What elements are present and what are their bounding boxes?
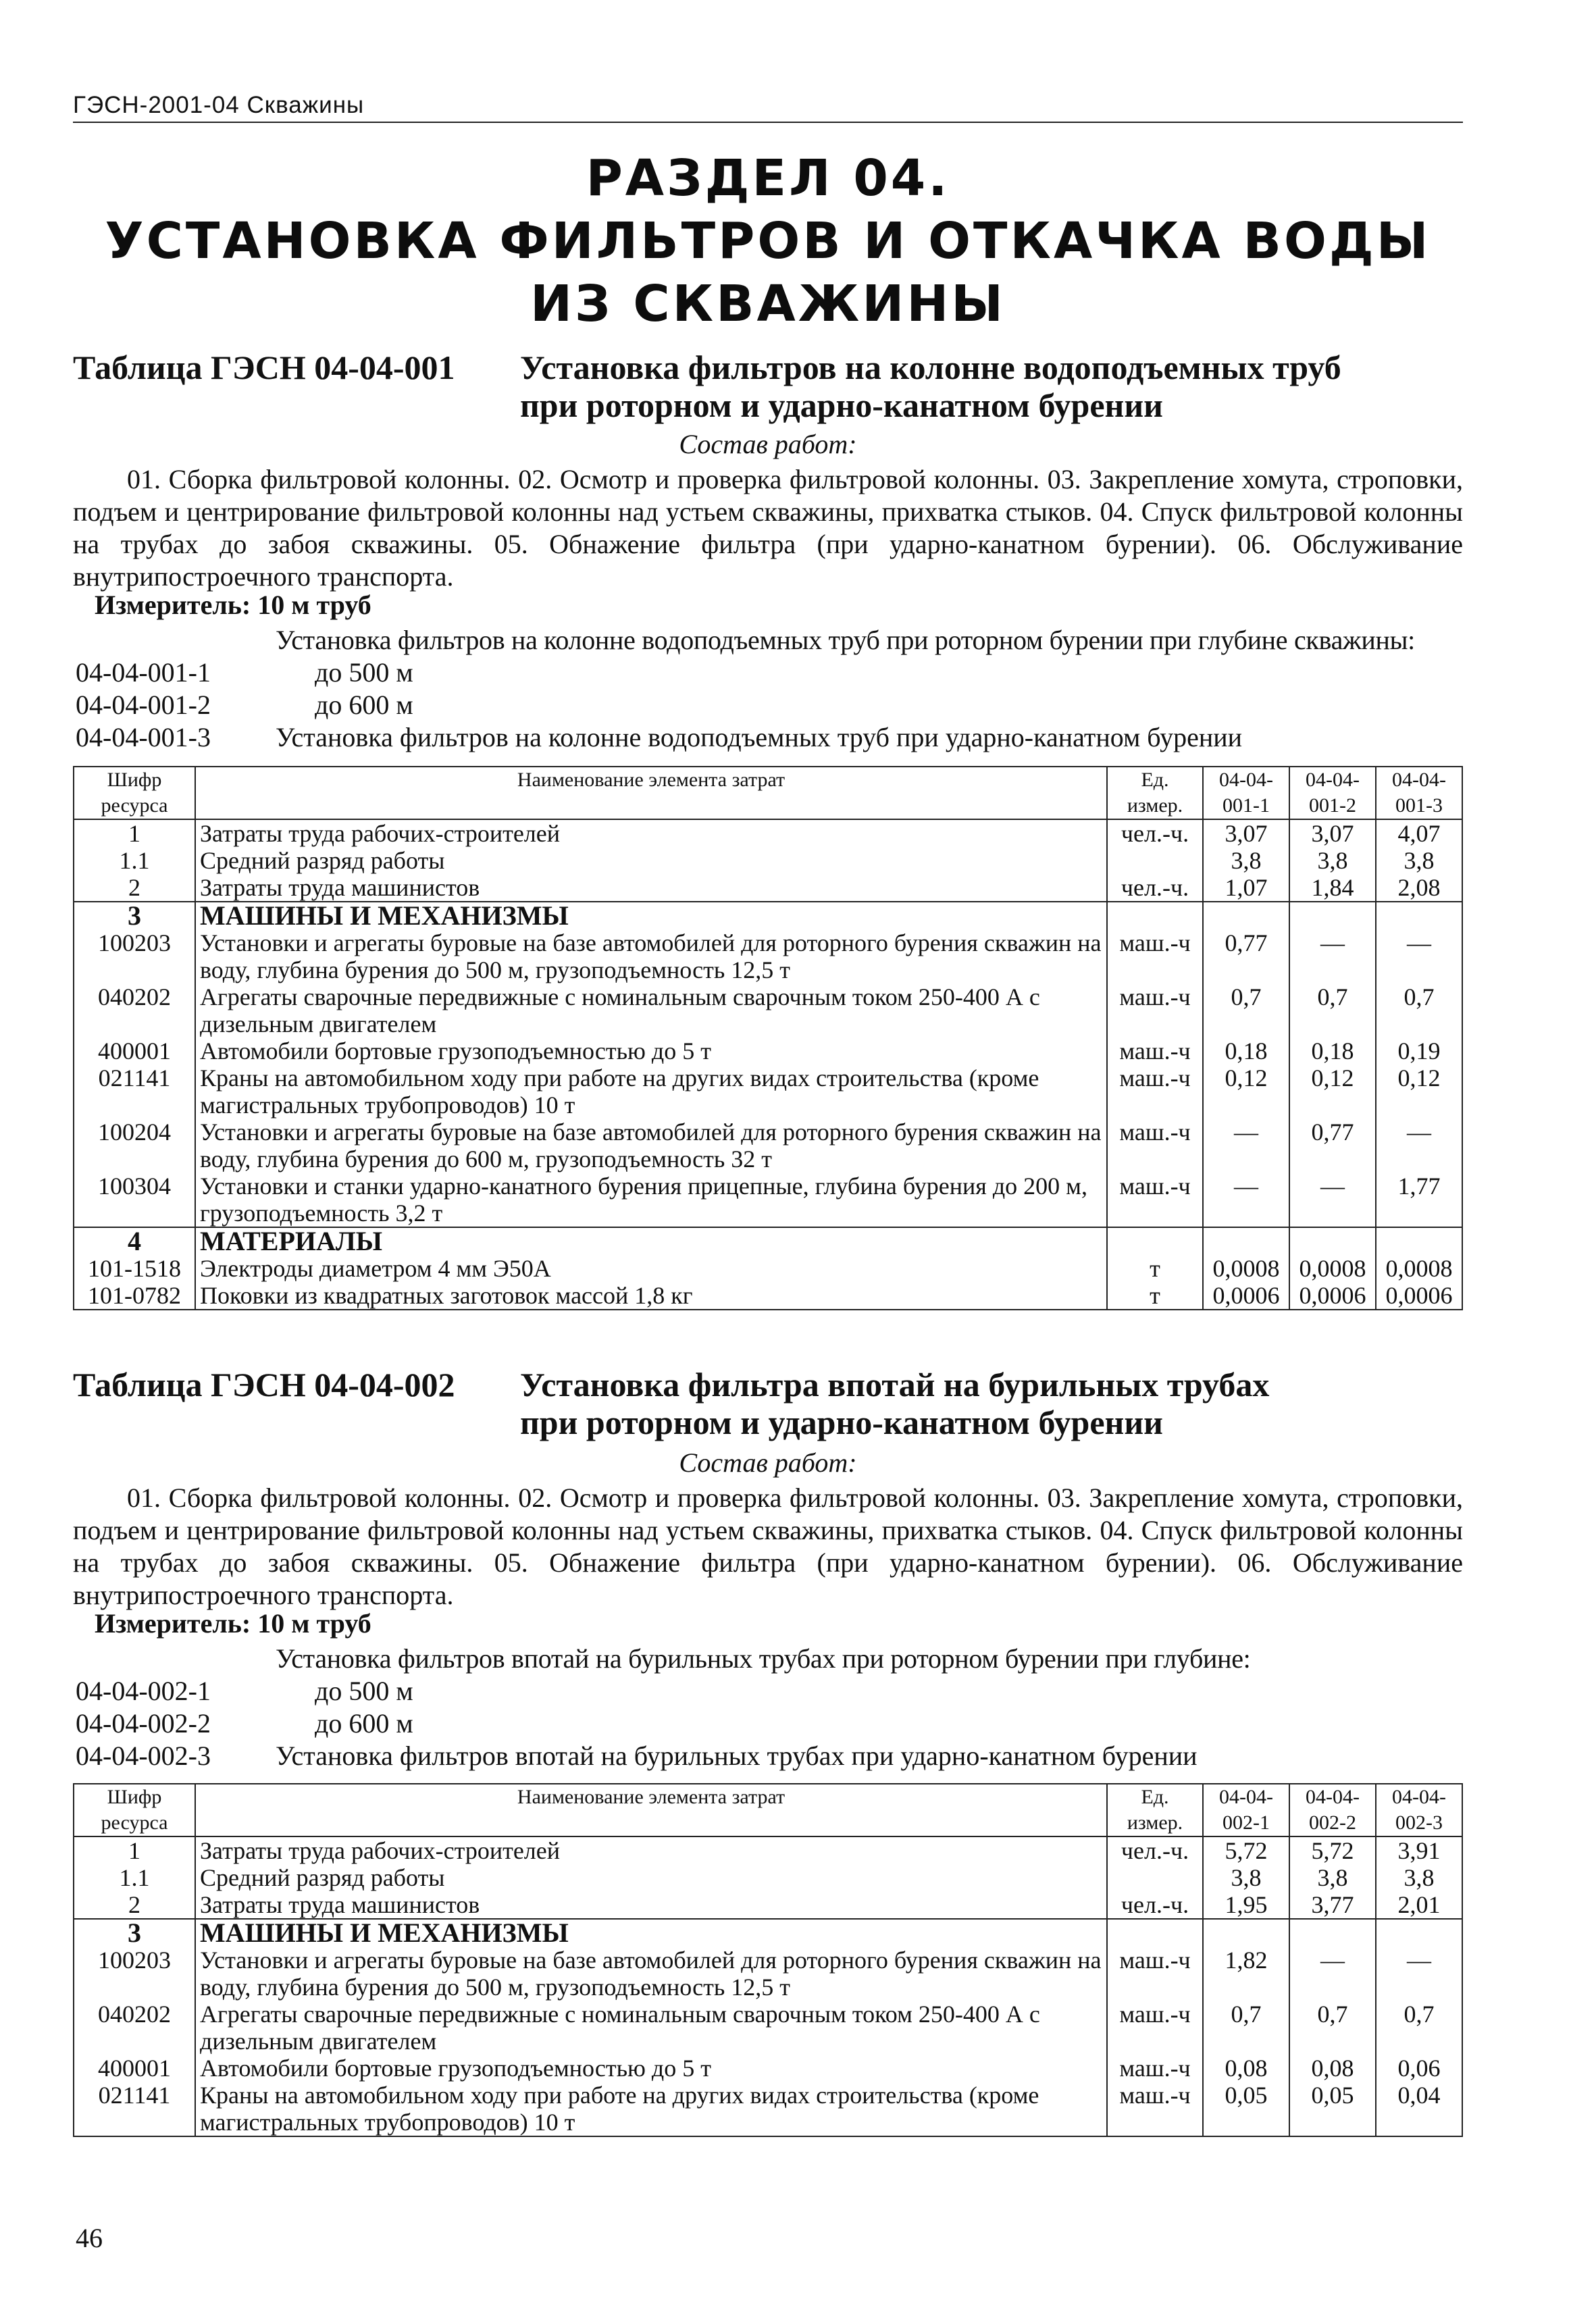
row-value-3: 3,8 bbox=[1376, 847, 1462, 874]
row-unit: маш.-ч bbox=[1107, 1064, 1203, 1119]
row-code: 100203 bbox=[74, 1947, 195, 2001]
row-unit bbox=[1107, 847, 1203, 874]
table-row bbox=[74, 1119, 1462, 1173]
row-code: 2 bbox=[74, 874, 195, 902]
table-1-variant bbox=[76, 657, 1464, 689]
row-value-2: 0,77 bbox=[1289, 1119, 1376, 1173]
row-name: Средний разряд работы bbox=[195, 1864, 1107, 1891]
table-1-norms bbox=[73, 766, 1463, 1310]
variant-text: Установка фильтров на колонне водоподъемных труб при ударно-канатном бурении bbox=[276, 722, 1243, 752]
row-value-3: 0,7 bbox=[1376, 983, 1462, 1037]
table-row bbox=[74, 929, 1462, 983]
table-2-works-text: 01. Сборка фильтровой колонны. 02. Осмотр и проверка фильтровой колонны. 03. Закрепление хомута, строповки, подъем и центрирование фильтровой колонны над устьем скважины, прихватка стыков. 04. Спуск фильтровой колонны на трубах до забоя скважины. 05. Обнажение фильтра (при ударно-канатном бурении). 06. Обслуживание внутрипостроечного транспорта. bbox=[73, 1483, 1463, 1610]
row-value-3: — bbox=[1376, 1119, 1462, 1173]
row-value-2: 0,0006 bbox=[1289, 1282, 1376, 1310]
table-2-works-label: Состав работ: bbox=[679, 1447, 857, 1478]
row-value-3: 0,06 bbox=[1376, 2055, 1462, 2082]
variant-code: 04-04-001-1 bbox=[76, 657, 211, 688]
row-unit bbox=[1107, 902, 1203, 929]
row-unit bbox=[1107, 1864, 1203, 1891]
variant-code: 04-04-001-3 bbox=[76, 722, 211, 752]
row-value-1: 0,12 bbox=[1203, 1064, 1289, 1119]
table-row bbox=[74, 1282, 1462, 1310]
row-value-1: 1,82 bbox=[1203, 1947, 1289, 2001]
row-value-2: 3,8 bbox=[1289, 847, 1376, 874]
row-name: Электроды диаметром 4 мм Э50А bbox=[195, 1255, 1107, 1282]
variant-code: 04-04-002-1 bbox=[76, 1676, 211, 1706]
header-variant-2: 04-04-001-2 bbox=[1289, 767, 1376, 819]
row-name: Краны на автомобильном ходу при работе на других видах строительства (кроме магистральных трубопроводов) 10 т bbox=[195, 1064, 1107, 1119]
row-value-1: 3,8 bbox=[1203, 1864, 1289, 1891]
section-title-line-1: РАЗДЕЛ 04. bbox=[586, 149, 950, 207]
row-name: Агрегаты сварочные передвижные с номинальным сварочным током 250-400 А с дизельным двигателем bbox=[195, 983, 1107, 1037]
table-group-row bbox=[74, 1919, 1462, 1947]
row-value-2: 3,77 bbox=[1289, 1891, 1376, 1919]
variant-text: до 600 м bbox=[315, 1708, 413, 1739]
row-name: МАШИНЫ И МЕХАНИЗМЫ bbox=[195, 902, 1107, 929]
row-value-1 bbox=[1203, 1227, 1289, 1255]
table-row bbox=[74, 983, 1462, 1037]
table-row bbox=[74, 1947, 1462, 2001]
row-value-1: 0,08 bbox=[1203, 2055, 1289, 2082]
row-name: Затраты труда рабочих-строителей bbox=[195, 819, 1107, 847]
section-title-line-2: УСТАНОВКА ФИЛЬТРОВ И ОТКАЧКА ВОДЫ bbox=[105, 212, 1431, 270]
row-code: 3 bbox=[74, 1919, 195, 1947]
row-value-2: 0,05 bbox=[1289, 2082, 1376, 2136]
table-row bbox=[74, 1173, 1462, 1227]
header-variant-3: 04-04-002-3 bbox=[1376, 1784, 1462, 1836]
table-2-name-line-1: Установка фильтра впотай на бурильных трубах bbox=[520, 1366, 1270, 1404]
table-group-row bbox=[74, 1227, 1462, 1255]
row-code: 100203 bbox=[74, 929, 195, 983]
row-value-1: 0,18 bbox=[1203, 1037, 1289, 1064]
row-code: 1 bbox=[74, 819, 195, 847]
table-1-code: Таблица ГЭСН 04-04-001 bbox=[73, 349, 455, 386]
row-value-2 bbox=[1289, 1919, 1376, 1947]
row-unit: маш.-ч bbox=[1107, 2082, 1203, 2136]
row-code: 100304 bbox=[74, 1173, 195, 1227]
row-value-1: — bbox=[1203, 1119, 1289, 1173]
table-row bbox=[74, 874, 1462, 902]
table-row bbox=[74, 2055, 1462, 2082]
table-2-variant bbox=[76, 1707, 1464, 1740]
row-value-2: 5,72 bbox=[1289, 1836, 1376, 1864]
row-unit: т bbox=[1107, 1282, 1203, 1310]
row-unit: маш.-ч bbox=[1107, 1947, 1203, 2001]
table-2-norms bbox=[73, 1783, 1463, 2137]
row-value-3: 1,77 bbox=[1376, 1173, 1462, 1227]
row-name: Краны на автомобильном ходу при работе на других видах строительства (кроме магистральных трубопроводов) 10 т bbox=[195, 2082, 1107, 2136]
row-value-3: 0,12 bbox=[1376, 1064, 1462, 1119]
header-name: Наименование элемента затрат bbox=[195, 1784, 1107, 1836]
row-value-1: 0,77 bbox=[1203, 929, 1289, 983]
header-variant-2: 04-04-002-2 bbox=[1289, 1784, 1376, 1836]
row-value-2: 0,12 bbox=[1289, 1064, 1376, 1119]
table-2-meter: Измеритель: 10 м труб bbox=[95, 1608, 371, 1639]
row-value-1: 3,8 bbox=[1203, 847, 1289, 874]
row-value-2: — bbox=[1289, 1947, 1376, 2001]
table-2-code: Таблица ГЭСН 04-04-002 bbox=[73, 1366, 455, 1404]
row-value-1 bbox=[1203, 902, 1289, 929]
table-row bbox=[74, 1864, 1462, 1891]
table-1-meter: Измеритель: 10 м труб bbox=[95, 590, 371, 620]
table-1-variant bbox=[76, 721, 1464, 754]
row-name: Установки и станки ударно-канатного бурения прицепные, глубина бурения до 200 м, грузоподъемность 3,2 т bbox=[195, 1173, 1107, 1227]
row-value-2: 3,07 bbox=[1289, 819, 1376, 847]
row-code: 100204 bbox=[74, 1119, 195, 1173]
table-row bbox=[74, 2082, 1462, 2136]
table-1-name-line-1: Установка фильтров на колонне водоподъемных труб bbox=[520, 349, 1341, 386]
header-code: Шифр ресурса bbox=[74, 1784, 195, 1836]
row-name: МАТЕРИАЛЫ bbox=[195, 1227, 1107, 1255]
row-unit: маш.-ч bbox=[1107, 2001, 1203, 2055]
row-value-1: 1,07 bbox=[1203, 874, 1289, 902]
row-value-3: 0,04 bbox=[1376, 2082, 1462, 2136]
row-name: Установки и агрегаты буровые на базе автомобилей для роторного бурения скважин на воду, глубина бурения до 500 м, грузоподъемность 12,5 т bbox=[195, 929, 1107, 983]
row-name: Автомобили бортовые грузоподъемностью до 5 т bbox=[195, 1037, 1107, 1064]
row-code: 021141 bbox=[74, 1064, 195, 1119]
row-value-2 bbox=[1289, 902, 1376, 929]
table-2-variant bbox=[76, 1675, 1464, 1707]
row-unit bbox=[1107, 1227, 1203, 1255]
row-value-3: 2,08 bbox=[1376, 874, 1462, 902]
row-value-3: 2,01 bbox=[1376, 1891, 1462, 1919]
row-value-3: — bbox=[1376, 929, 1462, 983]
row-unit: маш.-ч bbox=[1107, 929, 1203, 983]
table-row bbox=[74, 1891, 1462, 1919]
table-2-variant bbox=[76, 1740, 1464, 1772]
table-2-variants-intro bbox=[76, 1643, 1464, 1675]
row-value-2: 3,8 bbox=[1289, 1864, 1376, 1891]
row-name: Установки и агрегаты буровые на базе автомобилей для роторного бурения скважин на воду, глубина бурения до 500 м, грузоподъемность 12,5 т bbox=[195, 1947, 1107, 2001]
table-row bbox=[74, 1064, 1462, 1119]
variant-text: до 600 м bbox=[315, 690, 413, 720]
row-code: 101-1518 bbox=[74, 1255, 195, 1282]
row-value-1: 1,95 bbox=[1203, 1891, 1289, 1919]
row-code: 400001 bbox=[74, 1037, 195, 1064]
row-value-1: 5,72 bbox=[1203, 1836, 1289, 1864]
row-unit: чел.-ч. bbox=[1107, 819, 1203, 847]
row-unit: т bbox=[1107, 1255, 1203, 1282]
table-group-row bbox=[74, 902, 1462, 929]
table-2-name bbox=[520, 1366, 1463, 1441]
variants-intro-text: Установка фильтров впотай на бурильных трубах при роторном бурении при глубине: bbox=[276, 1643, 1251, 1674]
row-name: Средний разряд работы bbox=[195, 847, 1107, 874]
table-1-name-line-2: при роторном и ударно-канатном бурении bbox=[520, 386, 1163, 424]
table-1-variants-intro bbox=[76, 624, 1464, 657]
table-row bbox=[74, 847, 1462, 874]
header-name: Наименование элемента затрат bbox=[195, 767, 1107, 819]
row-code: 1.1 bbox=[74, 847, 195, 874]
row-value-1: 0,0008 bbox=[1203, 1255, 1289, 1282]
header-unit: Ед. измер. bbox=[1107, 1784, 1203, 1836]
row-value-1: 0,0006 bbox=[1203, 1282, 1289, 1310]
header-variant-3: 04-04-001-3 bbox=[1376, 767, 1462, 819]
row-unit: чел.-ч. bbox=[1107, 1836, 1203, 1864]
variant-code: 04-04-001-2 bbox=[76, 690, 211, 720]
header-variant-1: 04-04-002-1 bbox=[1203, 1784, 1289, 1836]
variant-text: Установка фильтров впотай на бурильных трубах при ударно-канатном бурении bbox=[276, 1741, 1198, 1771]
table-row bbox=[74, 1037, 1462, 1064]
header-variant-1: 04-04-001-1 bbox=[1203, 767, 1289, 819]
row-unit: маш.-ч bbox=[1107, 2055, 1203, 2082]
row-code: 040202 bbox=[74, 983, 195, 1037]
row-value-2: 0,0008 bbox=[1289, 1255, 1376, 1282]
row-value-3 bbox=[1376, 1919, 1462, 1947]
variants-intro-text: Установка фильтров на колонне водоподъемных труб при роторном бурении при глубине скважины: bbox=[276, 625, 1415, 655]
row-value-2: 0,7 bbox=[1289, 983, 1376, 1037]
row-value-3: 4,07 bbox=[1376, 819, 1462, 847]
row-value-2: — bbox=[1289, 1173, 1376, 1227]
row-value-1: 0,7 bbox=[1203, 983, 1289, 1037]
row-value-2: 0,18 bbox=[1289, 1037, 1376, 1064]
row-code: 400001 bbox=[74, 2055, 195, 2082]
row-value-1: 0,05 bbox=[1203, 2082, 1289, 2136]
row-value-3: 0,19 bbox=[1376, 1037, 1462, 1064]
row-unit: маш.-ч bbox=[1107, 1037, 1203, 1064]
row-name: Затраты труда машинистов bbox=[195, 1891, 1107, 1919]
running-header: ГЭСН-2001-04 Скважины bbox=[73, 92, 1463, 123]
table-row bbox=[74, 1255, 1462, 1282]
row-value-1: — bbox=[1203, 1173, 1289, 1227]
variant-code: 04-04-002-2 bbox=[76, 1708, 211, 1739]
variant-code: 04-04-002-3 bbox=[76, 1741, 211, 1771]
row-code: 4 bbox=[74, 1227, 195, 1255]
table-1-variant bbox=[76, 689, 1464, 721]
row-value-1 bbox=[1203, 1919, 1289, 1947]
row-name: Установки и агрегаты буровые на базе автомобилей для роторного бурения скважин на воду, глубина бурения до 600 м, грузоподъемность 32 т bbox=[195, 1119, 1107, 1173]
header-code: Шифр ресурса bbox=[74, 767, 195, 819]
row-value-2: 0,7 bbox=[1289, 2001, 1376, 2055]
row-code: 1.1 bbox=[74, 1864, 195, 1891]
table-1-works-text: 01. Сборка фильтровой колонны. 02. Осмотр и проверка фильтровой колонны. 03. Закрепление хомута, строповки, подъем и центрирование фильтровой колонны над устьем скважины, прихватка стыков. 04. Спуск фильтровой колонны на трубах до забоя скважины. 05. Обнажение фильтра (при ударно-канатном бурении). 06. Обслуживание внутрипостроечного транспорта. bbox=[73, 464, 1463, 592]
row-name: МАШИНЫ И МЕХАНИЗМЫ bbox=[195, 1919, 1107, 1947]
row-code: 3 bbox=[74, 902, 195, 929]
row-unit: маш.-ч bbox=[1107, 983, 1203, 1037]
row-value-2: 1,84 bbox=[1289, 874, 1376, 902]
variant-text: до 500 м bbox=[315, 657, 413, 688]
row-value-1: 3,07 bbox=[1203, 819, 1289, 847]
table-1-works-label: Состав работ: bbox=[679, 429, 857, 459]
row-value-3: 0,7 bbox=[1376, 2001, 1462, 2055]
header-unit: Ед. измер. bbox=[1107, 767, 1203, 819]
row-value-3: 0,0006 bbox=[1376, 1282, 1462, 1310]
page-number: 46 bbox=[76, 2223, 103, 2253]
row-code: 101-0782 bbox=[74, 1282, 195, 1310]
row-unit bbox=[1107, 1919, 1203, 1947]
row-value-3 bbox=[1376, 902, 1462, 929]
variant-text: до 500 м bbox=[315, 1676, 413, 1706]
table-row bbox=[74, 819, 1462, 847]
table-row bbox=[74, 1836, 1462, 1864]
row-name: Затраты труда машинистов bbox=[195, 874, 1107, 902]
row-value-3: 0,0008 bbox=[1376, 1255, 1462, 1282]
table-2-name-line-2: при роторном и ударно-канатном бурении bbox=[520, 1404, 1163, 1441]
row-value-3 bbox=[1376, 1227, 1462, 1255]
table-header-row bbox=[74, 767, 1462, 819]
row-code: 2 bbox=[74, 1891, 195, 1919]
section-title-line-3: ИЗ СКВАЖИНЫ bbox=[530, 275, 1006, 333]
row-code: 040202 bbox=[74, 2001, 195, 2055]
row-value-1: 0,7 bbox=[1203, 2001, 1289, 2055]
table-row bbox=[74, 2001, 1462, 2055]
row-value-3: 3,91 bbox=[1376, 1836, 1462, 1864]
row-unit: маш.-ч bbox=[1107, 1119, 1203, 1173]
row-name: Поковки из квадратных заготовок массой 1,8 кг bbox=[195, 1282, 1107, 1310]
row-unit: чел.-ч. bbox=[1107, 1891, 1203, 1919]
row-value-2: 0,08 bbox=[1289, 2055, 1376, 2082]
row-value-2: — bbox=[1289, 929, 1376, 983]
row-value-3: 3,8 bbox=[1376, 1864, 1462, 1891]
row-value-2 bbox=[1289, 1227, 1376, 1255]
table-1-name bbox=[520, 349, 1463, 424]
row-name: Затраты труда рабочих-строителей bbox=[195, 1836, 1107, 1864]
row-code: 021141 bbox=[74, 2082, 195, 2136]
row-unit: маш.-ч bbox=[1107, 1173, 1203, 1227]
row-name: Автомобили бортовые грузоподъемностью до 5 т bbox=[195, 2055, 1107, 2082]
section-title bbox=[73, 147, 1463, 336]
row-name: Агрегаты сварочные передвижные с номинальным сварочным током 250-400 А с дизельным двигателем bbox=[195, 2001, 1107, 2055]
row-value-3: — bbox=[1376, 1947, 1462, 2001]
table-header-row bbox=[74, 1784, 1462, 1836]
row-unit: чел.-ч. bbox=[1107, 874, 1203, 902]
row-code: 1 bbox=[74, 1836, 195, 1864]
